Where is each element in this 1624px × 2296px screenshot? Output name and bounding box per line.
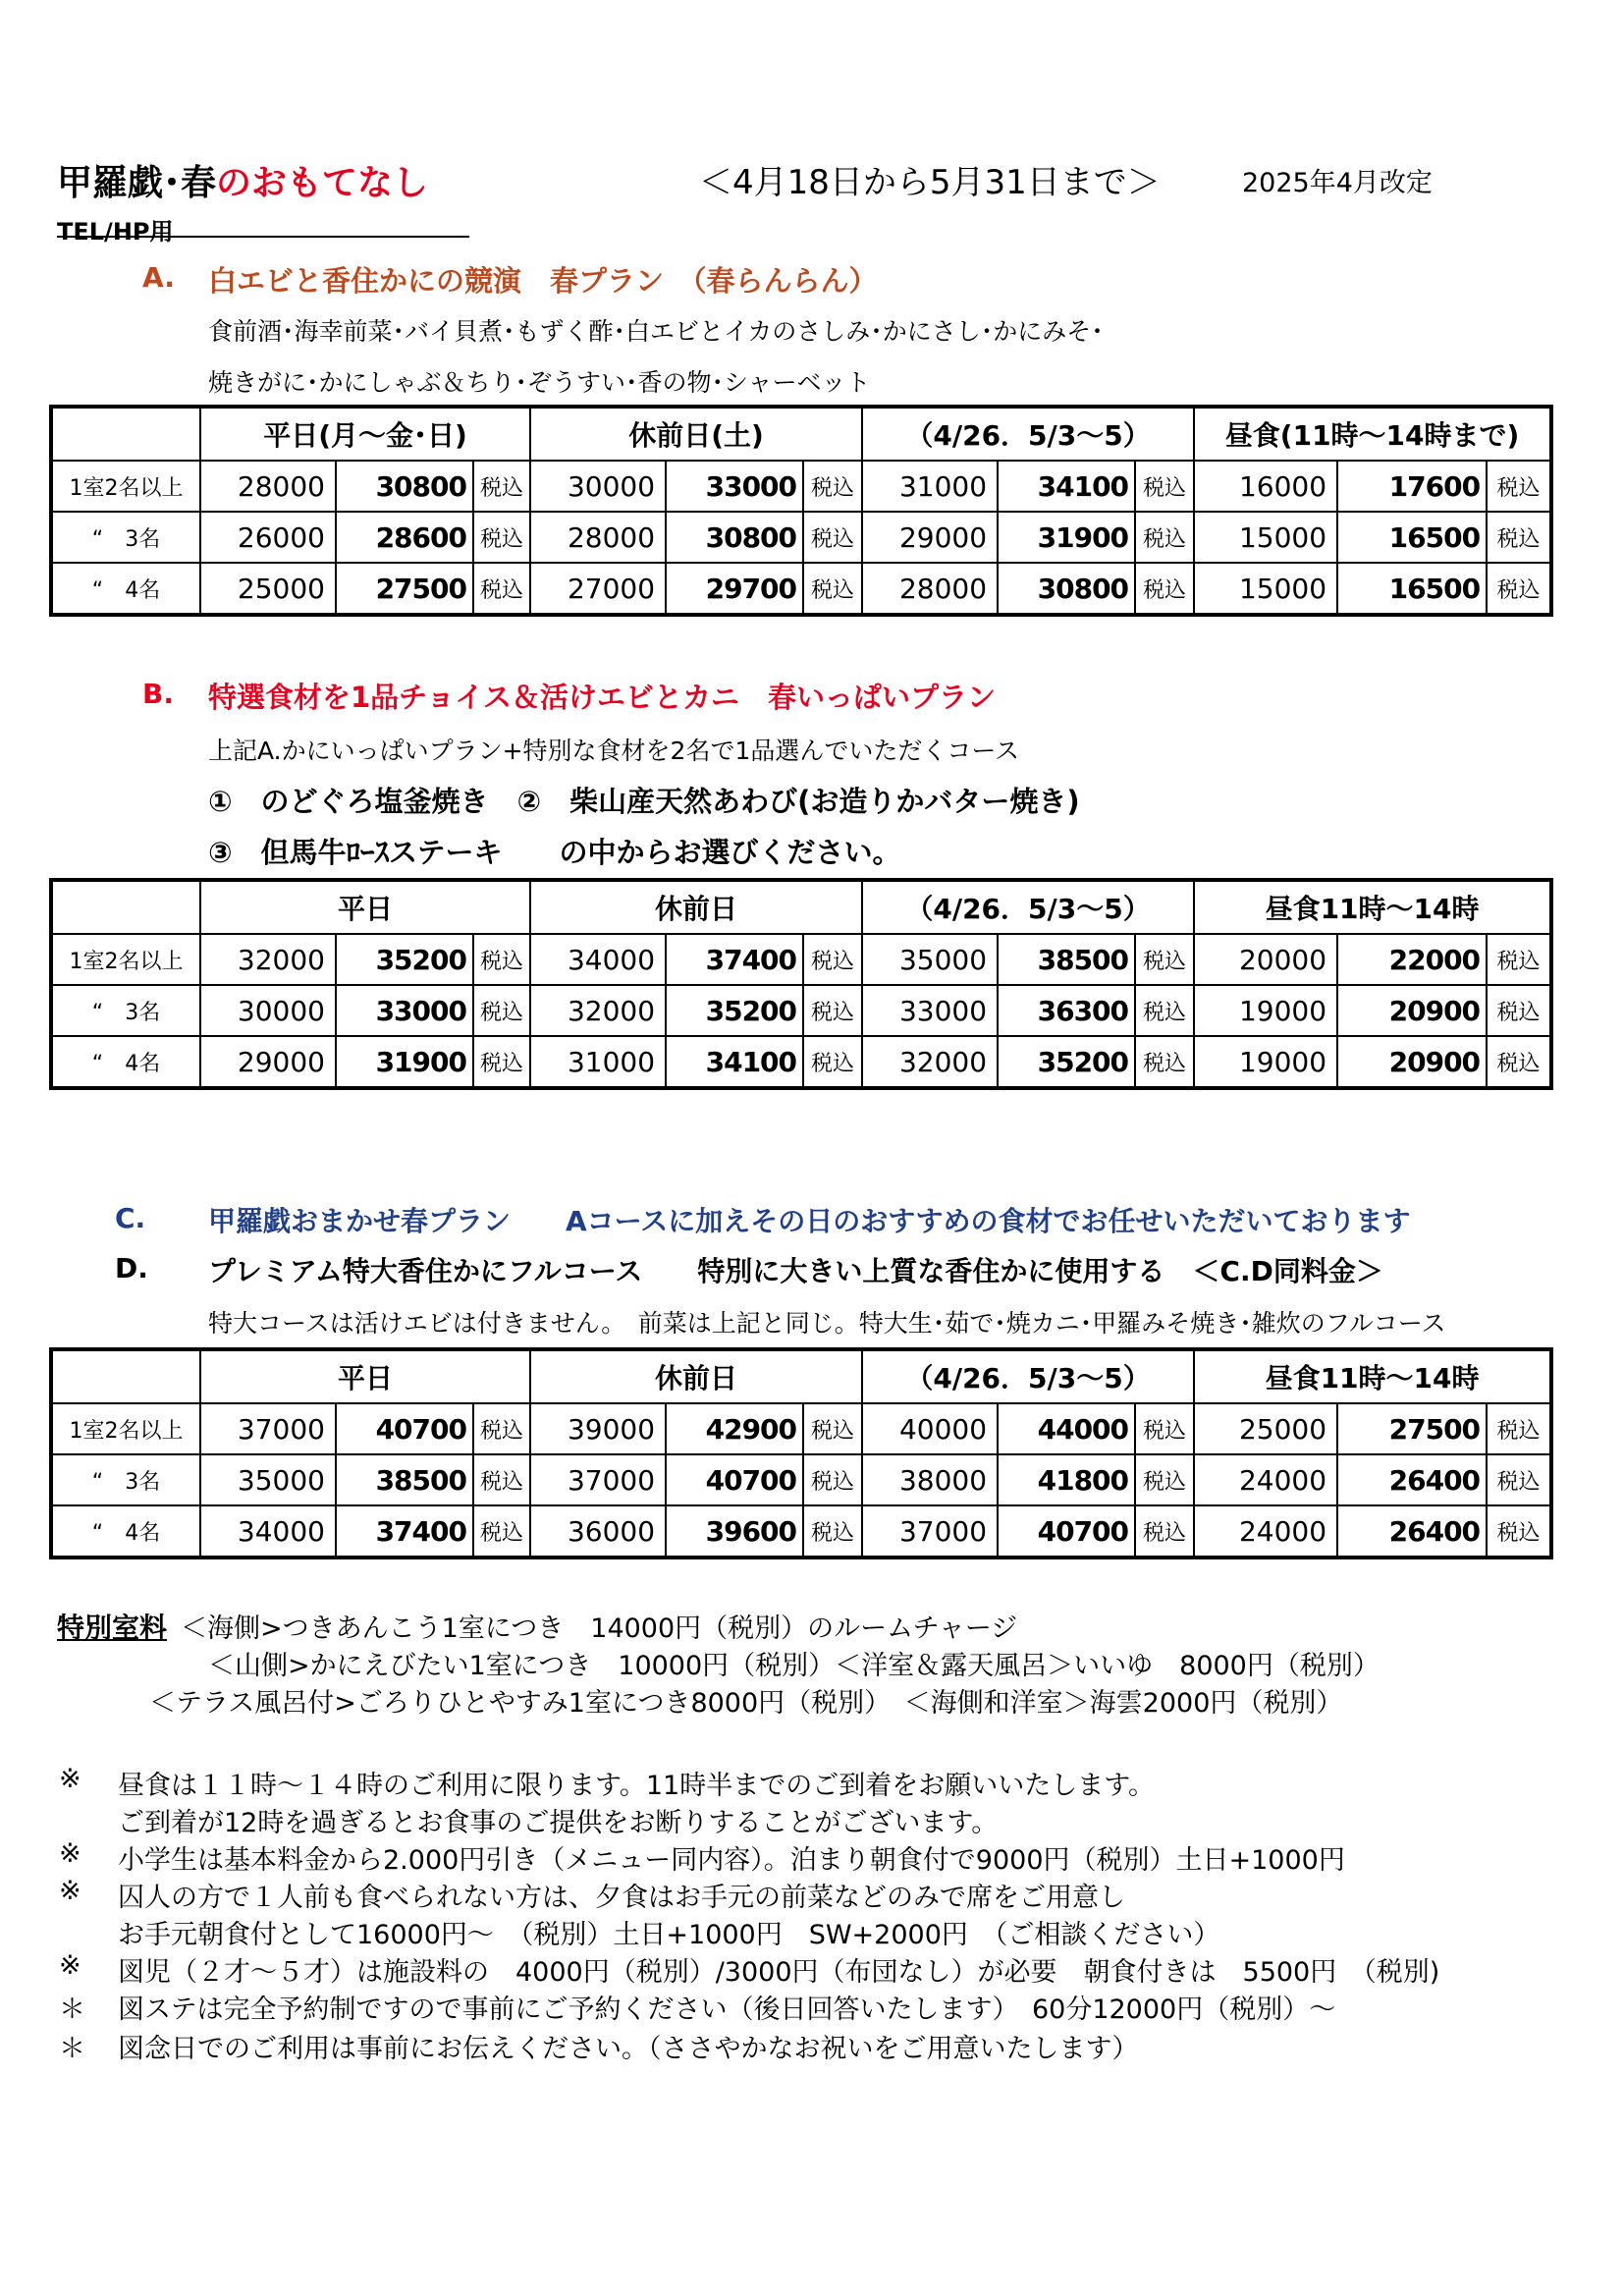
price-table-a — [49, 405, 1553, 617]
tax-included-price: 27500 — [336, 563, 473, 615]
base-price: 28000 — [530, 512, 666, 563]
base-price: 28000 — [862, 563, 998, 615]
tax-included-price: 35200 — [998, 1036, 1135, 1088]
tax-included-label: 税込 — [1135, 1036, 1194, 1088]
table-row — [51, 1036, 1551, 1088]
tax-included-price: 30800 — [336, 461, 473, 512]
col-weekday: 平日(月～金･日) — [200, 407, 530, 461]
col-peak: （4/26．5/3～5） — [862, 880, 1194, 934]
tax-included-price: 16500 — [1337, 512, 1487, 563]
note-mark: ※ — [59, 1950, 81, 1981]
tax-included-price: 26400 — [1337, 1454, 1487, 1505]
table-header-row — [51, 407, 1551, 461]
tax-included-price: 22000 — [1337, 934, 1487, 985]
tax-included-price: 35200 — [666, 985, 803, 1036]
title-accent: のおもてなし — [216, 163, 429, 203]
title-main: 甲羅戯･春 — [57, 163, 217, 203]
section-c-title: 甲羅戯おまかせ春プラン Aコースに加えその日のおすすめの食材でお任せいただいております — [208, 1205, 1411, 1237]
section-b-letter: B. — [142, 678, 174, 710]
tax-included-price: 27500 — [1337, 1403, 1487, 1454]
tax-included-label: 税込 — [473, 1454, 530, 1505]
tax-included-price: 31900 — [998, 512, 1135, 563]
tax-included-price: 38500 — [336, 1454, 473, 1505]
section-b-desc: 上記A.かにいっぱいプラン+特別な食材を2名で1品選んでいただくコース — [208, 737, 1020, 765]
tax-included-label: 税込 — [1487, 563, 1551, 615]
room-charge-heading: 特別室料 — [57, 1612, 168, 1644]
row-label: “ 3名 — [51, 512, 200, 563]
tax-included-price: 17600 — [1337, 461, 1487, 512]
tax-included-label: 税込 — [1487, 934, 1551, 985]
tax-included-label: 税込 — [1135, 461, 1194, 512]
table-row — [51, 512, 1551, 563]
tax-included-label: 税込 — [473, 1036, 530, 1088]
tax-included-label: 税込 — [1135, 563, 1194, 615]
tax-included-label: 税込 — [803, 985, 862, 1036]
section-b-title: 特選食材を1品チョイス＆活けエビとカニ 春いっぱいプラン — [208, 681, 997, 714]
base-price: 35000 — [862, 934, 998, 985]
tax-included-price: 20900 — [1337, 985, 1487, 1036]
base-price: 30000 — [530, 461, 666, 512]
col-peak: （4/26．5/3～5） — [862, 1349, 1194, 1403]
note-text: ご到着が12時を過ぎるとお食事のご提供をお断りすることがございます。 — [118, 1808, 999, 1838]
base-price: 27000 — [530, 563, 666, 615]
base-price: 32000 — [530, 985, 666, 1036]
section-c-letter: C. — [115, 1202, 146, 1234]
note-mark: ※ — [59, 1838, 81, 1869]
section-a-title: 白エビと香住かにの競演 春プラン （春らんらん） — [208, 264, 878, 298]
base-price: 26000 — [200, 512, 336, 563]
table-row — [51, 1403, 1551, 1454]
row-label: 1室2名以上 — [51, 1403, 200, 1454]
base-price: 29000 — [862, 512, 998, 563]
tax-included-label: 税込 — [803, 563, 862, 615]
base-price: 38000 — [862, 1454, 998, 1505]
tax-included-price: 42900 — [666, 1403, 803, 1454]
table-row — [51, 985, 1551, 1036]
tax-included-label: 税込 — [1487, 1505, 1551, 1558]
tax-included-label: 税込 — [1135, 934, 1194, 985]
base-price: 40000 — [862, 1403, 998, 1454]
table-row — [51, 461, 1551, 512]
section-b-choice-1: ① のどぐろ塩釜焼き ② 柴山産天然あわび(お造りかバター焼き) — [208, 785, 1080, 818]
table-header-row — [51, 880, 1551, 934]
section-a-desc-1: 食前酒･海幸前菜･バイ貝煮･もずく酢･白エビとイカのさしみ･かにさし･かにみそ･ — [208, 317, 1104, 346]
tax-included-price: 35200 — [336, 934, 473, 985]
col-lunch: 昼食11時～14時 — [1194, 1349, 1551, 1403]
tel-label: TEL/HP用 — [57, 218, 174, 246]
header-blank — [51, 1349, 200, 1403]
tax-included-label: 税込 — [473, 1505, 530, 1558]
tax-included-label: 税込 — [1487, 1454, 1551, 1505]
base-price: 16000 — [1194, 461, 1337, 512]
revision-date: 2025年4月改定 — [1242, 168, 1433, 198]
tax-included-label: 税込 — [1135, 1454, 1194, 1505]
tax-included-price: 31900 — [336, 1036, 473, 1088]
row-label: 1室2名以上 — [51, 934, 200, 985]
base-price: 37000 — [862, 1505, 998, 1558]
tax-included-price: 41800 — [998, 1454, 1135, 1505]
section-cd-desc: 特大コースは活けエビは付きません。 前菜は上記と同じ。特大生･茹で･焼カニ･甲羅みそ焼き･雑炊のフルコース — [208, 1309, 1446, 1338]
room-charge-line-2: ＜山側>かにえびたい1室につき 10000円（税別）＜洋室＆露天風呂＞いいゆ 8000円（税別） — [208, 1651, 1380, 1681]
tax-included-label: 税込 — [1487, 512, 1551, 563]
base-price: 15000 — [1194, 563, 1337, 615]
base-price: 20000 — [1194, 934, 1337, 985]
tax-included-label: 税込 — [473, 512, 530, 563]
note-text: 昼食は１１時～１４時のご利用に限ります。11時半までのご到着をお願いいたします。 — [118, 1771, 1156, 1801]
base-price: 25000 — [1194, 1403, 1337, 1454]
row-label: “ 4名 — [51, 1036, 200, 1088]
tax-included-label: 税込 — [1487, 1403, 1551, 1454]
tax-included-price: 33000 — [336, 985, 473, 1036]
tax-included-price: 38500 — [998, 934, 1135, 985]
tax-included-label: 税込 — [803, 461, 862, 512]
table-header-row — [51, 1349, 1551, 1403]
tax-included-price: 29700 — [666, 563, 803, 615]
base-price: 37000 — [200, 1403, 336, 1454]
tax-included-price: 37400 — [336, 1505, 473, 1558]
col-weekday: 平日 — [200, 880, 530, 934]
base-price: 24000 — [1194, 1454, 1337, 1505]
col-weekday: 平日 — [200, 1349, 530, 1403]
note-text: お手元朝食付として16000円～ （税別）土日+1000円 SW+2000円 （ご相談ください） — [118, 1920, 1220, 1950]
tax-included-price: 26400 — [1337, 1505, 1487, 1558]
tax-included-label: 税込 — [803, 512, 862, 563]
tax-included-price: 40700 — [336, 1403, 473, 1454]
header-blank — [51, 880, 200, 934]
tax-included-label: 税込 — [1487, 1036, 1551, 1088]
col-holiday-eve: 休前日(土) — [530, 407, 862, 461]
note-mark: ＊ — [59, 1995, 85, 2025]
table-row — [51, 1505, 1551, 1558]
tax-included-label: 税込 — [1487, 985, 1551, 1036]
table-row — [51, 1454, 1551, 1505]
col-lunch: 昼食11時～14時 — [1194, 880, 1551, 934]
tax-included-label: 税込 — [1135, 985, 1194, 1036]
tax-included-price: 36300 — [998, 985, 1135, 1036]
note-text: 図ステは完全予約制ですので事前にご予約ください（後日回答いたします） 60分12000円（税別）～ — [118, 1995, 1336, 2025]
tax-included-price: 34100 — [666, 1036, 803, 1088]
tax-included-price: 28600 — [336, 512, 473, 563]
note-text: 図児（２才～５才）は施設料の 4000円（税別）/3000円（布団なし）が必要 朝食付きは 5500円 （税別) — [118, 1957, 1440, 1988]
note-mark: ※ — [59, 1764, 81, 1794]
period-range: ＜4月18日から5月31日まで＞ — [699, 163, 1161, 202]
row-label: “ 4名 — [51, 1505, 200, 1558]
price-table-cd — [49, 1347, 1553, 1559]
base-price: 29000 — [200, 1036, 336, 1088]
tax-included-label: 税込 — [473, 461, 530, 512]
page-title — [57, 155, 428, 205]
table-row — [51, 934, 1551, 985]
base-price: 32000 — [862, 1036, 998, 1088]
tax-included-price: 33000 — [666, 461, 803, 512]
tax-included-label: 税込 — [803, 1505, 862, 1558]
note-text: 囚人の方で１人前も食べられない方は、夕食はお手元の前菜などのみで席をご用意し — [118, 1883, 1125, 1913]
tax-included-label: 税込 — [473, 985, 530, 1036]
tax-included-price: 39600 — [666, 1505, 803, 1558]
tax-included-label: 税込 — [803, 1403, 862, 1454]
row-label: “ 3名 — [51, 985, 200, 1036]
base-price: 33000 — [862, 985, 998, 1036]
base-price: 34000 — [200, 1505, 336, 1558]
tax-included-label: 税込 — [803, 1036, 862, 1088]
tax-included-price: 34100 — [998, 461, 1135, 512]
tax-included-price: 16500 — [1337, 563, 1487, 615]
base-price: 28000 — [200, 461, 336, 512]
base-price: 31000 — [862, 461, 998, 512]
section-b-choice-2: ③ 但馬牛ﾛｰｽステーキ の中からお選びください。 — [208, 836, 901, 869]
note-text: 小学生は基本料金から2.000円引き（メニュー同内容）。泊まり朝食付で9000円（税別）土日+1000円 — [118, 1845, 1345, 1876]
base-price: 32000 — [200, 934, 336, 985]
tax-included-label: 税込 — [803, 1454, 862, 1505]
tax-included-price: 30800 — [666, 512, 803, 563]
base-price: 36000 — [530, 1505, 666, 1558]
price-table-b — [49, 878, 1553, 1090]
room-charge-line-1 — [57, 1607, 1017, 1646]
header-blank — [51, 407, 200, 461]
note-mark: ※ — [59, 1876, 81, 1906]
room-charge-text-1: ＜海側>つきあんこう1室につき 14000円（税別）のルームチャージ — [181, 1613, 1018, 1644]
tel-underline — [57, 236, 469, 238]
note-mark: ＊ — [59, 2034, 85, 2064]
tax-included-label: 税込 — [1487, 461, 1551, 512]
base-price: 30000 — [200, 985, 336, 1036]
row-label: 1室2名以上 — [51, 461, 200, 512]
base-price: 19000 — [1194, 985, 1337, 1036]
base-price: 37000 — [530, 1454, 666, 1505]
base-price: 24000 — [1194, 1505, 1337, 1558]
row-label: “ 3名 — [51, 1454, 200, 1505]
row-label: “ 4名 — [51, 563, 200, 615]
tax-included-label: 税込 — [803, 934, 862, 985]
base-price: 15000 — [1194, 512, 1337, 563]
base-price: 34000 — [530, 934, 666, 985]
tax-included-label: 税込 — [473, 563, 530, 615]
tax-included-price: 20900 — [1337, 1036, 1487, 1088]
room-charge-line-3: ＜テラス風呂付>ごろりひとやすみ1室につき8000円（税別） ＜海側和洋室＞海雲2000円（税別） — [149, 1688, 1343, 1719]
tax-included-label: 税込 — [473, 934, 530, 985]
tax-included-price: 40700 — [998, 1505, 1135, 1558]
table-row — [51, 563, 1551, 615]
section-d-letter: D. — [115, 1252, 148, 1285]
col-holiday-eve: 休前日 — [530, 880, 862, 934]
tax-included-label: 税込 — [1135, 512, 1194, 563]
section-a-letter: A. — [142, 261, 175, 294]
base-price: 35000 — [200, 1454, 336, 1505]
note-text: 図念日でのご利用は事前にお伝えください。（ささやかなお祝いをご用意いたします） — [118, 2034, 1139, 2064]
base-price: 39000 — [530, 1403, 666, 1454]
tax-included-label: 税込 — [473, 1403, 530, 1454]
base-price: 19000 — [1194, 1036, 1337, 1088]
tax-included-price: 44000 — [998, 1403, 1135, 1454]
base-price: 31000 — [530, 1036, 666, 1088]
section-a-desc-2: 焼きがに･かにしゃぶ＆ちり･ぞうすい･香の物･シャーベット — [208, 368, 871, 397]
col-holiday-eve: 休前日 — [530, 1349, 862, 1403]
tax-included-price: 37400 — [666, 934, 803, 985]
tax-included-label: 税込 — [1135, 1403, 1194, 1454]
tax-included-price: 40700 — [666, 1454, 803, 1505]
base-price: 25000 — [200, 563, 336, 615]
col-peak: （4/26．5/3～5） — [862, 407, 1194, 461]
tax-included-label: 税込 — [1135, 1505, 1194, 1558]
section-d-title: プレミアム特大香住かにフルコース 特別に大きい上質な香住かに使用する ＜C.D同料金＞ — [208, 1255, 1383, 1287]
tax-included-price: 30800 — [998, 563, 1135, 615]
col-lunch: 昼食(11時～14時まで) — [1194, 407, 1551, 461]
